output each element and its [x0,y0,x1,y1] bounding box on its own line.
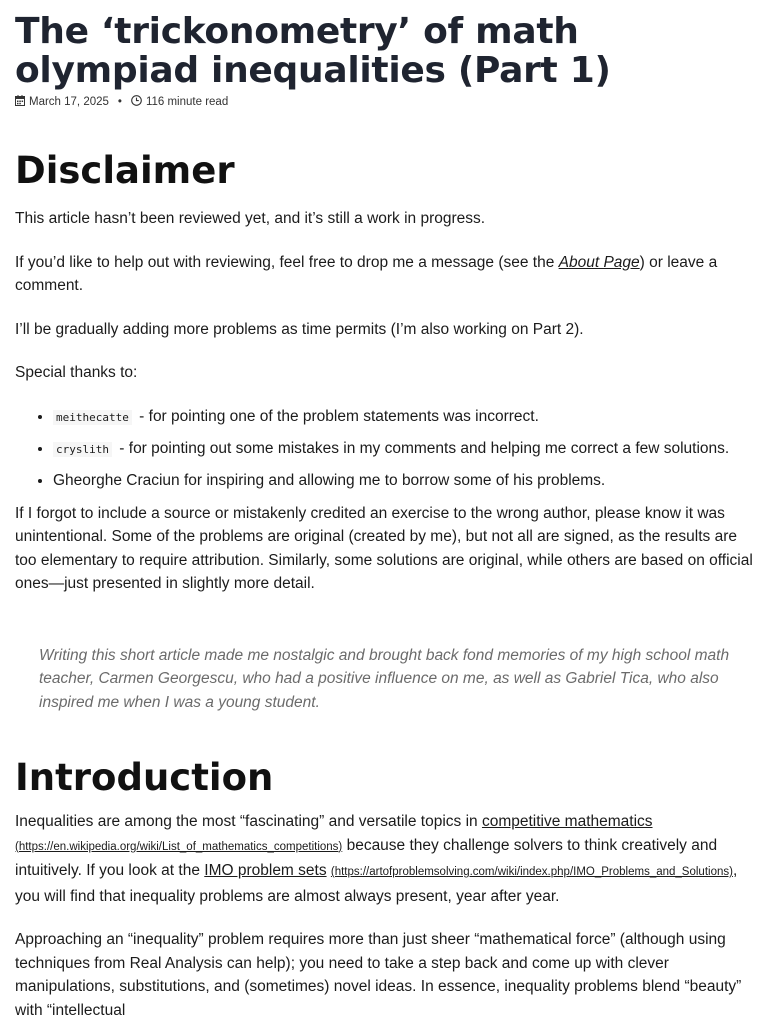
meta-separator: • [117,96,122,108]
competitive-mathematics-link[interactable]: competitive mathematics [481,813,653,830]
paragraph-text: Inequalities are among the most “fascinating” and versatile topics in [15,813,482,830]
disclaimer-paragraph-3: I’ll be gradually adding more problems as time permits (I’m also working on Part 2). [15,320,584,338]
special-thanks-label: Special thanks to: [15,364,138,381]
page-title: The ‘trickonometry’ of math olympiad inequalities (Part 1) [15,11,611,91]
username-code: meithecatte [53,410,132,425]
thanks-list [15,405,753,492]
list-item-text: - for pointing out some mistakes in my comments and helping me correct a few solutions. [114,439,730,457]
link-url[interactable]: (https://en.wikipedia.org/wiki/List_of_mathematics_competitions) [15,840,343,853]
list-item-text: Gheorghe Craciun for inspiring and allowing me to borrow some of his problems. [53,471,606,489]
disclaimer-paragraph-5: If I forgot to include a source or mistakenly credited an exercise to the wrong author, please know it was unintentional. Some of the problems are original (created by me), but not all are signed, as the results are too elementary to require attribution. Similarly, some solutions are original, while others are based on official ones—just presented in slightly more detail. [15,504,753,592]
link-url[interactable]: (https://artofproblemsolving.com/wiki/index.php/IMO_Problems_and_Solutions) [330,866,733,878]
clock-icon [131,95,146,109]
imo-problem-sets-link[interactable]: IMO problem sets [204,862,327,879]
post-meta [15,95,753,109]
disclaimer-paragraph-2 [15,251,753,298]
list-item-text: - for pointing one of the problem statements was incorrect. [134,407,539,425]
post-date: March 17, 2025 [29,96,109,108]
about-page-link[interactable]: About Page [558,253,640,271]
list-item [53,405,753,429]
introduction-paragraph-2: Approaching an “inequality” problem requires more than just sheer “mathematical force” (although using techniques from Real Analysis can help); you need to take a step back and come up with clever manipulations, substitutions, and (sometimes) novel ideas. In essence, inequality problems blend “beauty” with “intellectual [15,931,742,1019]
disclaimer-heading: Disclaimer [15,149,235,192]
paragraph-text: , you will find that inequality problems are almost always present, year after year. [15,862,738,905]
introduction-paragraph-1 [15,810,753,908]
username-code: cryslith [53,442,112,457]
list-item [53,437,753,461]
disclaimer-paragraph-1: This article hasn’t been reviewed yet, and it’s still a work in progress. [15,210,486,227]
nostalgia-quote: Writing this short article made me nostalgic and brought back fond memories of my high school math teacher, Carmen Georgescu, who had a positive influence on me, as well as Gabriel Tica, who also inspired me when I was a young student. [39,646,730,711]
read-time: 116 minute read [145,96,229,108]
list-item [53,469,753,492]
paragraph-text: ) or leave a comment. [15,253,718,294]
paragraph-text: If you’d like to help out with reviewing, feel free to drop me a message (see the [15,253,559,271]
paragraph-text: because they challenge solvers to think creatively and intuitively. If you look at the [15,836,718,879]
calendar-icon [15,95,29,109]
introduction-heading: Introduction [15,756,274,799]
